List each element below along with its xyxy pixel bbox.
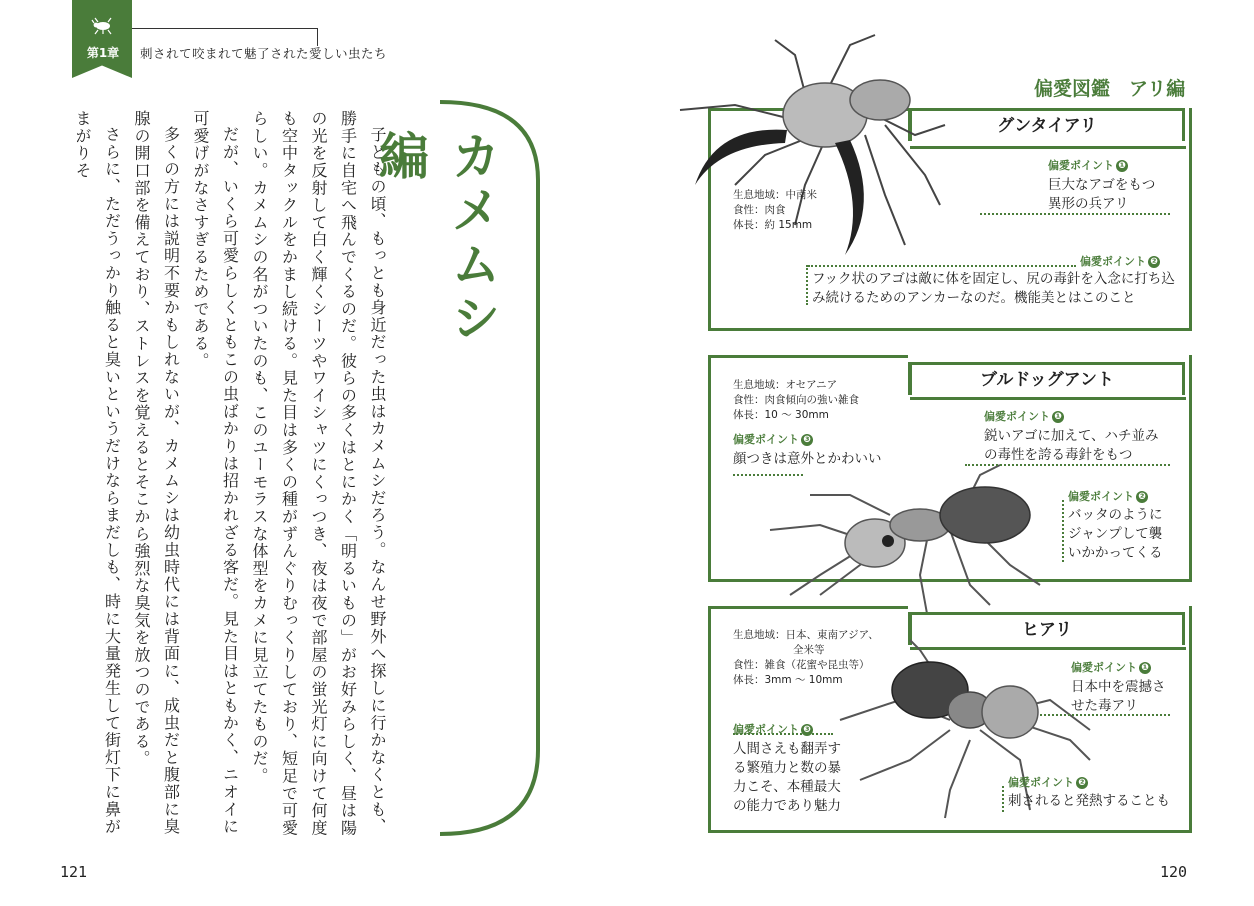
ant-1-stats [733,188,817,233]
body-paragraph: 多くの方には説明不要かもしれないが、カメムシは幼虫時代には背面に、成虫だと腹部に臭腺の開口部を備えており、ストレスを覚えるとそこから強烈な臭気を放つのである。 [132,110,181,836]
stat-length: 体長：10 ～ 30mm [733,409,829,421]
point-label [733,431,813,447]
point-number-badge: ❸ [801,434,813,446]
point-label [1071,659,1151,675]
point-label-text: 偏愛ポイント [733,723,799,736]
point-number-badge: ❷ [1076,777,1088,789]
stat-length: 体長：3mm ～ 10mm [733,674,843,686]
section-title: カメムシ編 [371,130,501,346]
pointer-line [965,464,1170,466]
stat-diet: 食性：雑食（花蜜や昆虫等） [733,659,870,671]
point-label-text: 偏愛ポイント [1008,776,1074,789]
pointer-line [1062,500,1064,562]
pointer-line [733,474,803,476]
ant-2-stats [733,378,859,423]
point-label [1048,157,1128,173]
ant-card-3-top-rule [708,606,908,609]
point-text: 巨大なアゴをもつ異形の兵アリ [1048,177,1156,212]
point-text: フック状のアゴは敵に体を固定し、尻の毒針を入念に打ち込み続けるためのアンカーなのだ。機能美とはこのこと [812,271,1175,306]
pointer-line [808,265,1076,267]
pointer-line [980,213,1170,215]
pointer-line [733,733,833,735]
point-label-text: 偏愛ポイント [1068,490,1134,503]
point-number-badge: ❸ [801,724,813,736]
point-label [984,408,1064,424]
point-label [1008,774,1088,790]
chapter-title: 刺されて咬まれて魅了された愛しい虫たち [140,46,388,61]
body-text [62,110,392,840]
ant-name-1: グンタイアリ [908,108,1185,141]
point-label [1080,253,1160,269]
stat-diet: 食性：肉食 [733,204,786,216]
zukan-title: 偏愛図鑑 アリ編 [1034,78,1186,100]
ant-name-3: ヒアリ [908,612,1185,645]
point-number-badge: ❶ [1052,411,1064,423]
point-text: 刺されると発熱することも [1008,793,1170,809]
ant-name-2-underline [910,397,1186,400]
point-label-text: 偏愛ポイント [733,433,799,446]
body-paragraph: 子どもの頃、もっとも身近だった虫はカメムシだろう。なんせ野外へ探しに行かなくとも、勝手に自宅へ飛んでくるのだ。彼らの多くはとにかく「明るいもの」がお好みらしく、昼は陽の光を反射して白く輝くシーツやワイシャツにくっつき、夜は夜で部屋の蛍光灯に向けて何度も空中タックルをかまし続ける。見た目は多くの種がずんぐりむっくりしており、短足で可愛らしい。カメムシの名がついたのも、このユーモラスな体型をカメに見立てたものだ。 [250,110,387,837]
point-number-badge: ❷ [1148,256,1160,268]
stat-habitat: 生息地域：日本、東南アジア、 [733,629,879,641]
body-paragraph: さらに、ただうっかり触ると臭いというだけならまだしも、時に大量発生して街灯下に鼻がまがりそ [73,110,122,836]
pointer-line [1040,714,1170,716]
chapter-rule [132,28,318,29]
ant-name-2: ブルドッグアント [908,362,1185,395]
page-number-right: 120 [1160,863,1188,881]
stat-habitat: 生息地域：オセアニア [733,379,838,391]
point-number-badge: ❶ [1116,160,1128,172]
stat-habitat-cont: 全米等 [793,644,825,656]
chapter-tab [72,0,132,78]
ant-3-stats [733,628,879,688]
point-label-text: 偏愛ポイント [1080,255,1146,268]
point-label-text: 偏愛ポイント [1071,661,1137,674]
point-text: バッタのようにジャンプして襲いかかってくる [1068,507,1163,561]
point-text: 鋭いアゴに加えて、ハチ並みの毒性を誇る毒針をもつ [984,428,1159,463]
point-text: 顔つきは意外とかわいい [733,451,882,467]
pointer-line [1002,786,1004,812]
ant-card-2-top-rule [708,355,908,358]
body-paragraph: だが、いくら可愛らしくともこの虫ばかりは招かれざる客だ。見た目はともかく、ニオイに可愛げがなさすぎるためである。 [191,110,240,836]
beetle-icon [92,14,114,36]
stat-habitat: 生息地域：中南米 [733,189,817,201]
page-number-left: 121 [60,863,88,881]
point-number-badge: ❶ [1139,662,1151,674]
point-label [1068,488,1148,504]
point-label-text: 偏愛ポイント [1048,159,1114,172]
stat-diet: 食性：肉食傾向の強い雑食 [733,394,859,406]
pointer-line [806,265,808,305]
point-text: 日本中を震撼させた毒アリ [1071,679,1166,714]
point-text: 人間さえも翻弄する繁殖力と数の暴力こそ、本種最大の能力であり魅力 [733,741,841,814]
stat-length: 体長：約 15mm [733,219,813,231]
point-number-badge: ❷ [1136,491,1148,503]
point-label-text: 偏愛ポイント [984,410,1050,423]
chapter-number: 第1章 [86,46,120,60]
